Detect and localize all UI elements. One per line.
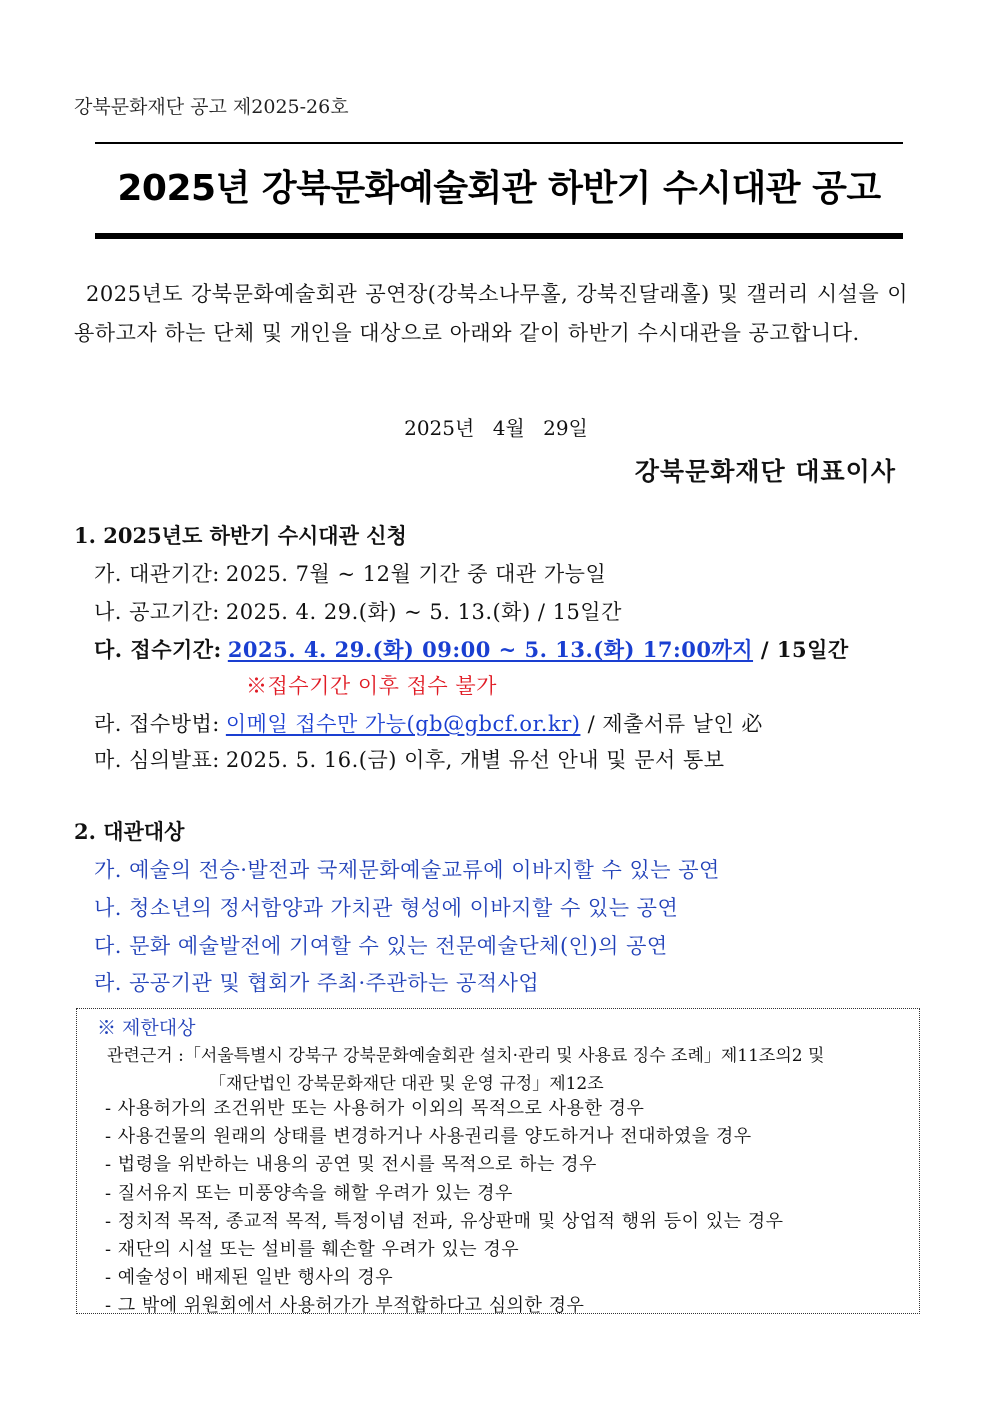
item-value: 2025. 4. 29.(화) ~ 5. 13.(화) / 15일간 [225, 600, 622, 624]
restrictions-title: ※ 제한대상 [97, 1017, 196, 1039]
eligible-item: 라. 공공기관 및 협회가 주최·주관하는 공적사업 [94, 971, 540, 995]
date-year: 2025년 [404, 416, 475, 440]
restriction-item: - 그 밖에 위원회에서 사용허가가 부적합하다고 심의한 경우 [105, 1295, 585, 1317]
restriction-item: - 법령을 위반하는 내용의 공연 및 전시를 목적으로 하는 경우 [105, 1154, 597, 1176]
notice-period-item [94, 596, 622, 626]
page-title: 2025년 강북문화예술회관 하반기 수시대관 공고 [117, 168, 881, 209]
section2-heading: 2. 대관대상 [74, 819, 185, 844]
application-period-value: 2025. 4. 29.(화) 09:00 ~ 5. 13.(화) 17:00까지 [227, 637, 754, 662]
eligible-item: 다. 문화 예술발전에 기여할 수 있는 전문예술단체(인)의 공연 [94, 934, 668, 958]
restriction-item: - 정치적 목적, 종교적 목적, 특정이념 전파, 유상판매 및 상업적 행위 등이 있는 경우 [105, 1210, 784, 1232]
restrictions-basis-continued: 「재단법인 강북문화재단 대관 및 운영 규정」제12조 [209, 1074, 604, 1094]
eligible-item: 가. 예술의 전승·발전과 국제문화예술교류에 이바지할 수 있는 공연 [94, 858, 720, 882]
date-month: 4월 [492, 416, 525, 440]
title-rule-bottom [95, 233, 903, 239]
item-value: 2025. 7월 ~ 12월 기간 중 대관 가능일 [225, 562, 607, 586]
restriction-item: - 재단의 시설 또는 설비를 훼손할 우려가 있는 경우 [105, 1238, 520, 1260]
item-suffix: / 15일간 [753, 637, 849, 662]
eligible-item: 나. 청소년의 정서함양과 가치관 형성에 이바지할 수 있는 공연 [94, 896, 679, 920]
item-label: 라. 접수방법: [94, 712, 220, 736]
title-rule-top [95, 142, 903, 144]
item-label: 다. 접수기간: [94, 637, 222, 662]
restriction-item: - 사용건물의 원래의 상태를 변경하거나 사용권리를 양도하거나 전대하였을 경우 [105, 1126, 752, 1148]
notice-number: 강북문화재단 공고 제2025-26호 [74, 96, 349, 118]
issuer: 강북문화재단 대표이사 [634, 457, 896, 486]
restrictions-box [76, 1008, 920, 1317]
item-label: 마. 심의발표: [94, 748, 220, 772]
restrictions-list [105, 1095, 784, 1321]
application-note: ※접수기간 이후 접수 불가 [246, 674, 497, 698]
review-announcement-item [94, 744, 725, 774]
restriction-item: - 사용허가의 조건위반 또는 사용허가 이외의 목적으로 사용한 경우 [105, 1098, 645, 1119]
item-label: 나. 공고기간: [94, 600, 220, 624]
section1-heading: 1. 2025년도 하반기 수시대관 신청 [74, 523, 407, 548]
restriction-item: - 질서유지 또는 미풍양속을 해할 우려가 있는 경우 [105, 1182, 513, 1204]
rental-period-item [94, 558, 606, 588]
item-suffix: / 제출서류 날인 必 [580, 712, 763, 736]
application-period-item [94, 634, 849, 664]
restriction-item: - 예술성이 배제된 일반 행사의 경우 [105, 1267, 394, 1289]
restrictions-basis: 관련근거 :「서울특별시 강북구 강북문화예술회관 설치·관리 및 사용료 징수 조례」제11조의2 및 [107, 1046, 825, 1066]
notice-date [0, 412, 992, 441]
intro-paragraph: 2025년도 강북문화예술회관 공연장(강북소나무홀, 강북진달래홀) 및 갤러리 시설을 이용하고자 하는 단체 및 개인을 대상으로 아래와 같이 하반기 수시대관을 공고합니다. [74, 282, 908, 345]
date-day: 29일 [543, 416, 588, 440]
item-value: 2025. 5. 16.(금) 이후, 개별 유선 안내 및 문서 통보 [225, 748, 725, 772]
email-link[interactable]: 이메일 접수만 가능(gb@gbcf.or.kr) [225, 712, 581, 736]
application-method-item [94, 708, 763, 738]
item-label: 가. 대관기간: [94, 562, 220, 586]
